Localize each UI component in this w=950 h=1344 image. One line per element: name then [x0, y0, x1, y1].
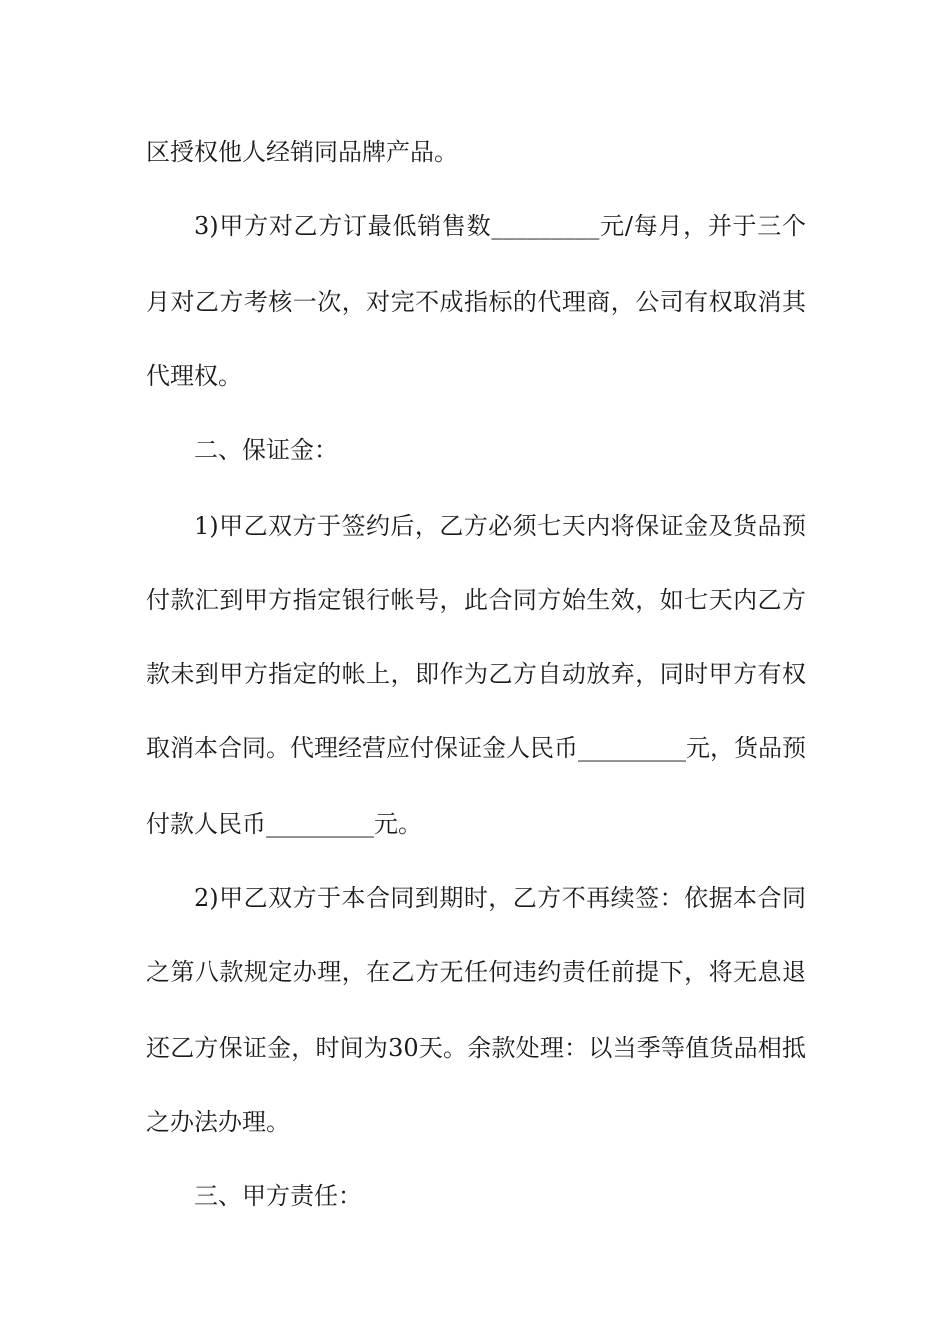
- text-line: 之第八款规定办理，在乙方无任何违约责任前提下，将无息退: [146, 958, 806, 986]
- text-line: 取消本合同。代理经营应付保证金人民币_________元，货品预: [146, 734, 806, 762]
- text-line: 2)甲乙双方于本合同到期时，乙方不再续签：依据本合同: [194, 884, 806, 912]
- text-line: 区授权他人经销同品牌产品。: [146, 138, 458, 166]
- text-line: 之办法办理。: [146, 1108, 290, 1136]
- text-line: 还乙方保证金，时间为30天。余款处理：以当季等值货品相抵: [146, 1034, 806, 1062]
- section-heading: 三、甲方责任：: [194, 1182, 362, 1210]
- text-line: 款未到甲方指定的帐上，即作为乙方自动放弃，同时甲方有权: [146, 660, 806, 688]
- text-line: 3)甲方对乙方订最低销售数_________元/每月，并于三个: [194, 212, 806, 240]
- text-line: 代理权。: [146, 362, 242, 390]
- text-line: 月对乙方考核一次，对完不成指标的代理商，公司有权取消其: [146, 288, 806, 316]
- text-line: 付款人民币_________元。: [146, 810, 422, 838]
- text-line: 付款汇到甲方指定银行帐号，此合同方始生效，如七天内乙方: [146, 586, 806, 614]
- section-heading: 二、保证金：: [194, 436, 338, 464]
- text-line: 1)甲乙双方于签约后，乙方必须七天内将保证金及货品预: [194, 512, 806, 540]
